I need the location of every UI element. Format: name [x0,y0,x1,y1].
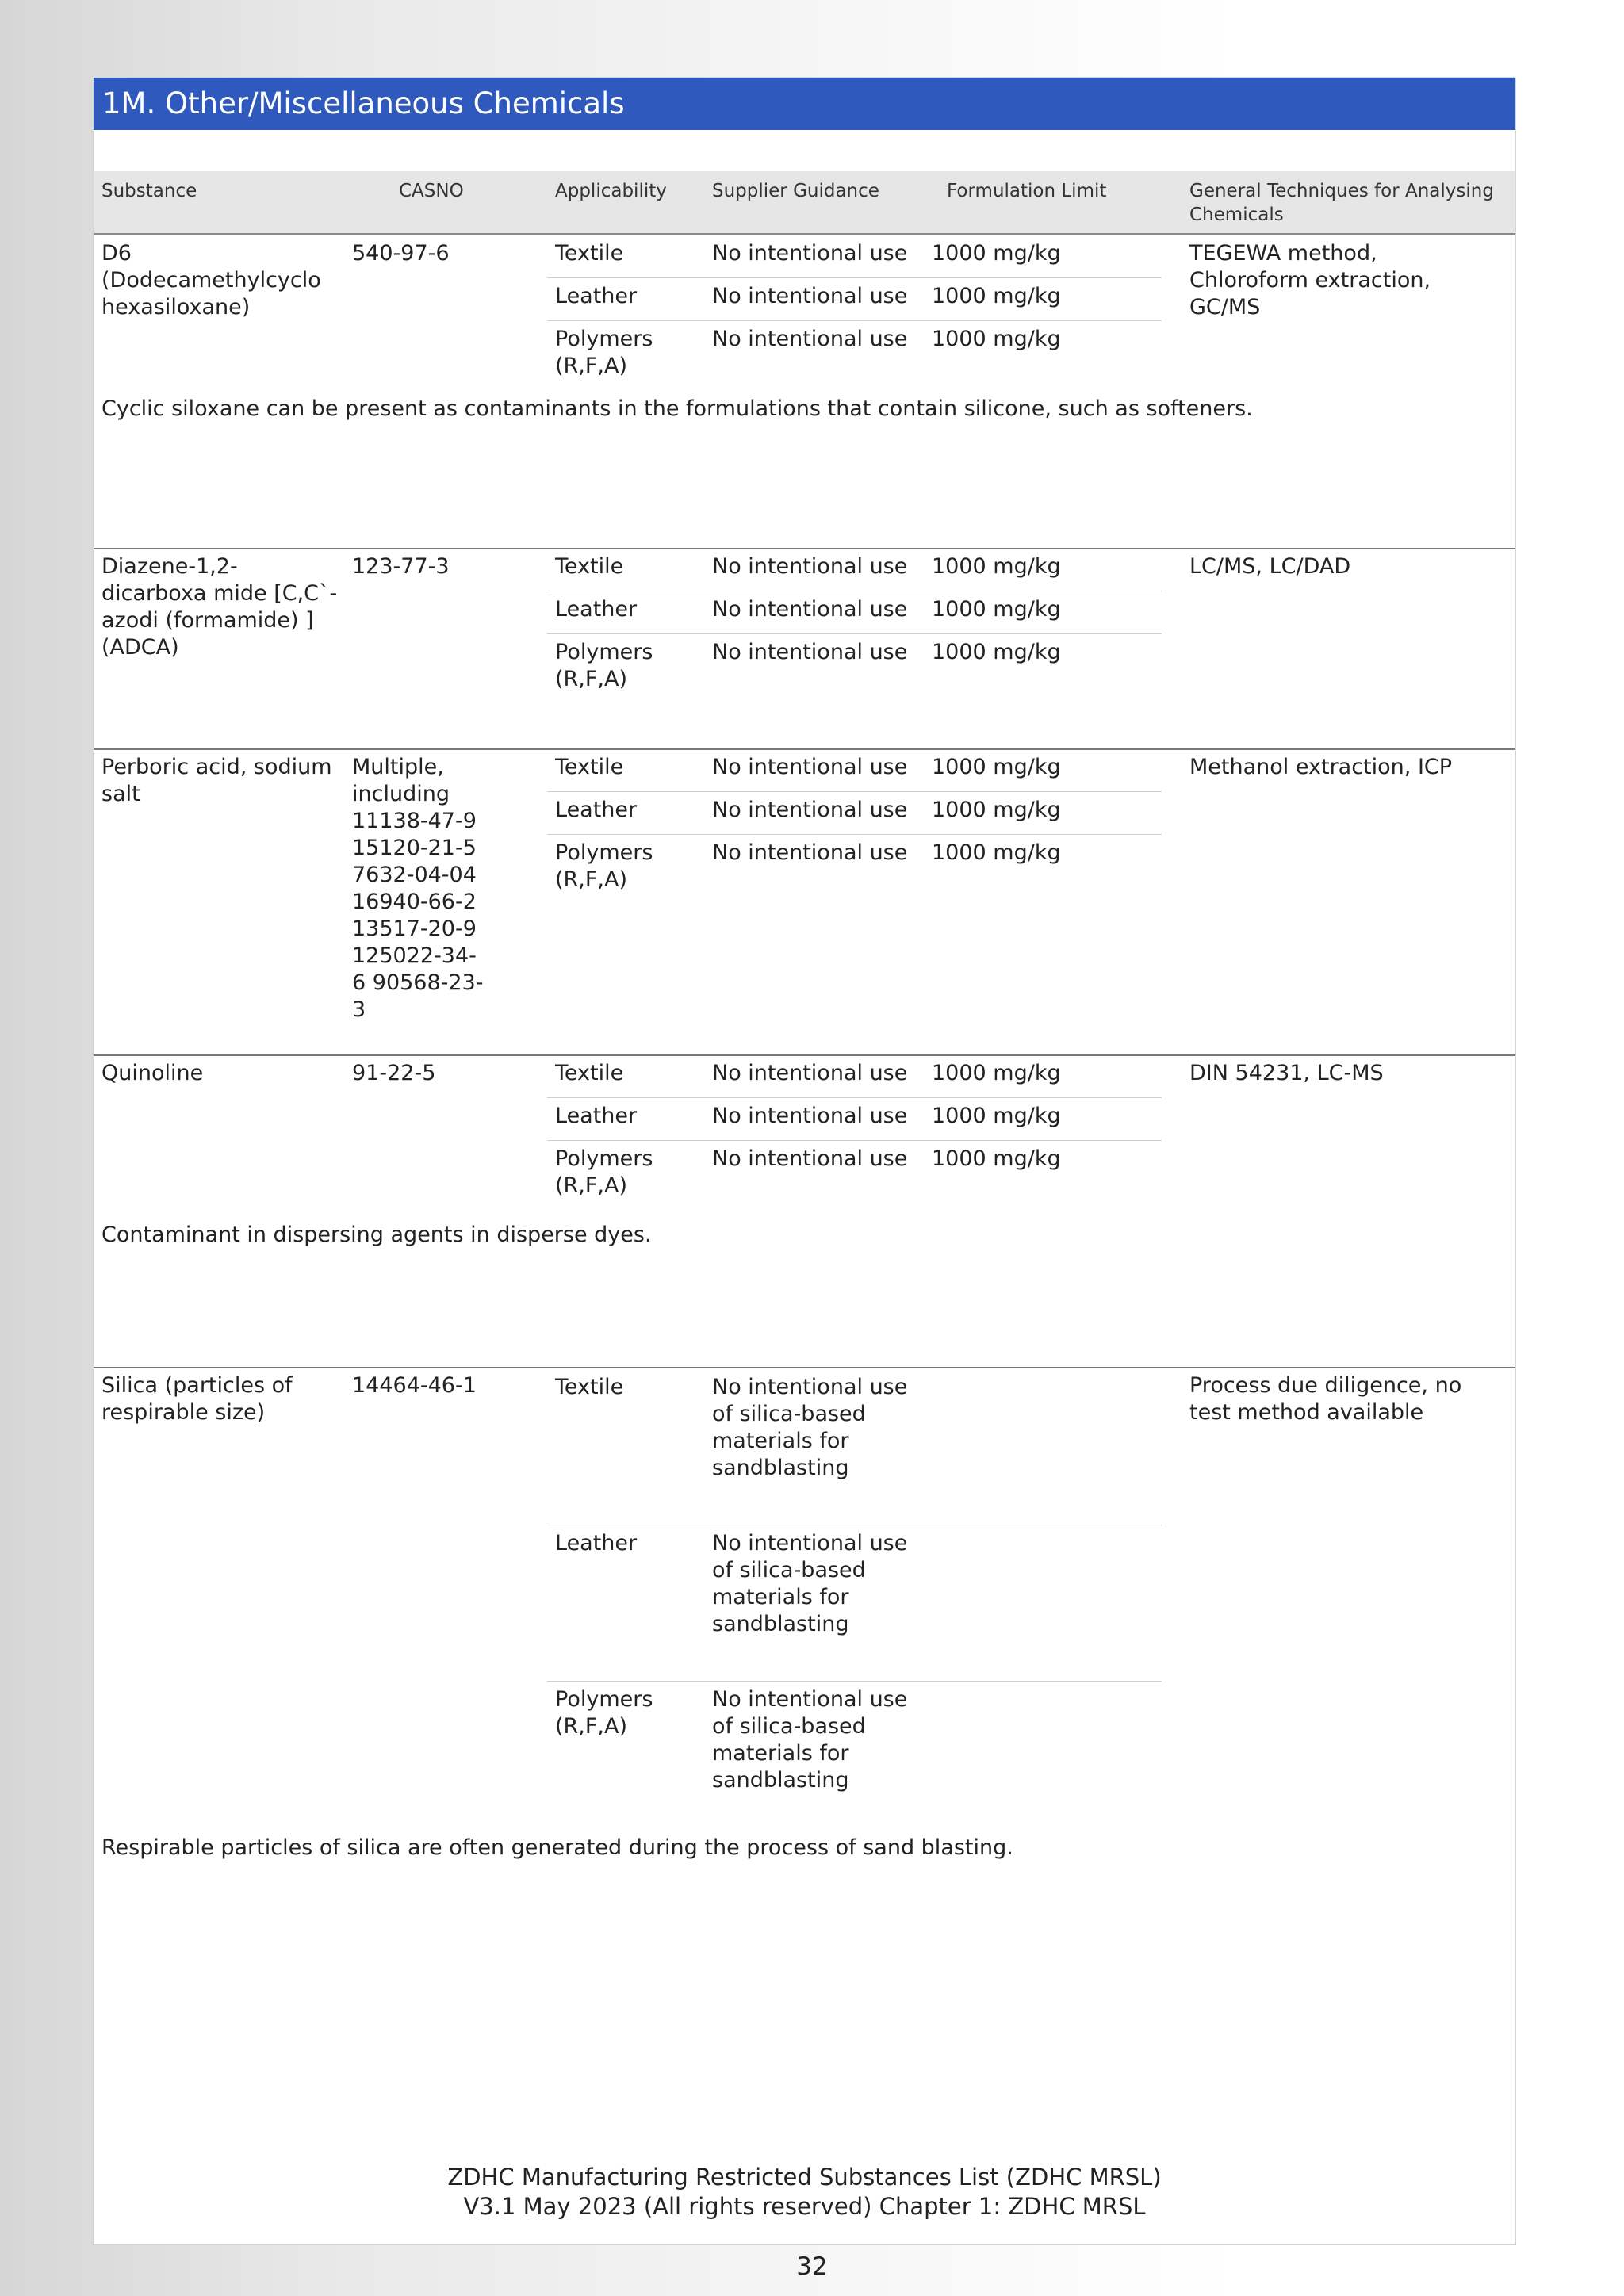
header-formulation-limit: Formulation Limit [947,181,1107,201]
supplier-guidance: No intentional use [712,640,908,664]
formulation-limit: 1000 mg/kg [932,554,1061,579]
supplier-guidance: No intentional use [712,554,908,579]
formulation-limit: 1000 mg/kg [932,1104,1061,1128]
document-page [93,77,1516,2245]
sub-row-divider [547,1097,1162,1098]
applicability: Textile [555,1375,624,1399]
supplier-guidance: No intentional use [712,755,908,779]
supplier-guidance: No intentional use [712,1146,908,1171]
row-note: Respirable particles of silica are often generated during the process of sand blasting. [102,1835,1013,1860]
cas-number: Multiple, including 11138-47-9 15120-21-5 7632-04-04 16940-66-2 13517-20-9 125022-34-6 90568-23-3 [352,755,484,1022]
cas-number: 540-97-6 [352,241,450,266]
sub-row-divider [547,1140,1162,1141]
cas-number: 14464-46-1 [352,1373,477,1398]
substance-name: Diazene-1,2-dicarboxa mide [C,C`-azodi (formamide) ] (ADCA) [102,554,338,660]
supplier-guidance: No intentional use [712,1104,908,1128]
applicability: Polymers (R,F,A) [555,640,653,691]
supplier-guidance: No intentional use [712,241,908,266]
formulation-limit: 1000 mg/kg [932,840,1061,865]
cas-number: 91-22-5 [352,1061,436,1085]
analysis-technique: Process due diligence, no test method available [1189,1373,1462,1425]
row-separator [94,548,1515,549]
substance-name: Silica (particles of respirable size) [102,1373,293,1425]
supplier-guidance: No intentional use [712,284,908,308]
substance-name: Quinoline [102,1061,204,1085]
sub-row-divider [547,633,1162,634]
applicability: Polymers (R,F,A) [555,840,653,892]
row-separator [94,1054,1515,1056]
sub-row-divider [547,320,1162,321]
section-title: 1M. Other/Miscellaneous Chemicals [94,78,1515,130]
footer-line-2: V3.1 May 2023 (All rights reserved) Chapter 1: ZDHC MRSL [463,2193,1146,2220]
header-substance: Substance [102,181,197,201]
formulation-limit: 1000 mg/kg [932,597,1061,622]
analysis-technique: LC/MS, LC/DAD [1189,554,1351,579]
row-separator [94,1367,1515,1368]
substance-name: Perboric acid, sodium salt [102,755,332,806]
applicability: Textile [555,755,624,779]
supplier-guidance: No intentional use [712,840,908,865]
applicability: Textile [555,554,624,579]
formulation-limit: 1000 mg/kg [932,327,1061,351]
supplier-guidance: No intentional use [712,597,908,622]
header-techniques: General Techniques for Analysing Chemicals [1189,181,1494,225]
supplier-guidance: No intentional use [712,1061,908,1085]
cas-number: 123-77-3 [352,554,450,579]
applicability: Leather [555,284,638,308]
table-header [94,171,1515,235]
applicability: Leather [555,798,638,822]
page-number: 32 [796,2252,828,2281]
sub-row-divider [547,834,1162,835]
row-note: Contaminant in dispersing agents in disperse dyes. [102,1223,652,1247]
applicability: Polymers (R,F,A) [555,327,653,378]
supplier-guidance: No intentional use of silica-based materials for sandblasting [712,1375,908,1480]
applicability: Textile [555,1061,624,1085]
header-casno: CASNO [399,181,464,201]
row-separator [94,748,1515,750]
analysis-technique: TEGEWA method, Chloroform extraction, GC/MS [1189,241,1431,320]
footer-line-1: ZDHC Manufacturing Restricted Substances List (ZDHC MRSL) [447,2164,1162,2191]
formulation-limit: 1000 mg/kg [932,1061,1061,1085]
supplier-guidance: No intentional use of silica-based materials for sandblasting [712,1687,908,1793]
applicability: Leather [555,1104,638,1128]
sub-row-divider [547,791,1162,792]
analysis-technique: Methanol extraction, ICP [1189,755,1453,779]
formulation-limit: 1000 mg/kg [932,284,1061,308]
formulation-limit: 1000 mg/kg [932,755,1061,779]
supplier-guidance: No intentional use [712,327,908,351]
applicability: Leather [555,1531,638,1556]
applicability: Leather [555,597,638,622]
formulation-limit: 1000 mg/kg [932,241,1061,266]
analysis-technique: DIN 54231, LC-MS [1189,1061,1384,1085]
header-applicability: Applicability [555,181,667,201]
supplier-guidance: No intentional use [712,798,908,822]
header-supplier-guidance: Supplier Guidance [712,181,879,201]
supplier-guidance: No intentional use of silica-based materials for sandblasting [712,1531,908,1636]
formulation-limit: 1000 mg/kg [932,798,1061,822]
row-note: Cyclic siloxane can be present as contaminants in the formulations that contain silicone, such as softeners. [102,396,1253,421]
sub-row-divider [547,277,1162,278]
sub-row-divider [547,1681,1162,1682]
formulation-limit: 1000 mg/kg [932,1146,1061,1171]
applicability: Polymers (R,F,A) [555,1687,653,1739]
formulation-limit: 1000 mg/kg [932,640,1061,664]
substance-name: D6 (Dodecamethylcyclo hexasiloxane) [102,241,321,320]
applicability: Polymers (R,F,A) [555,1146,653,1198]
applicability: Textile [555,241,624,266]
